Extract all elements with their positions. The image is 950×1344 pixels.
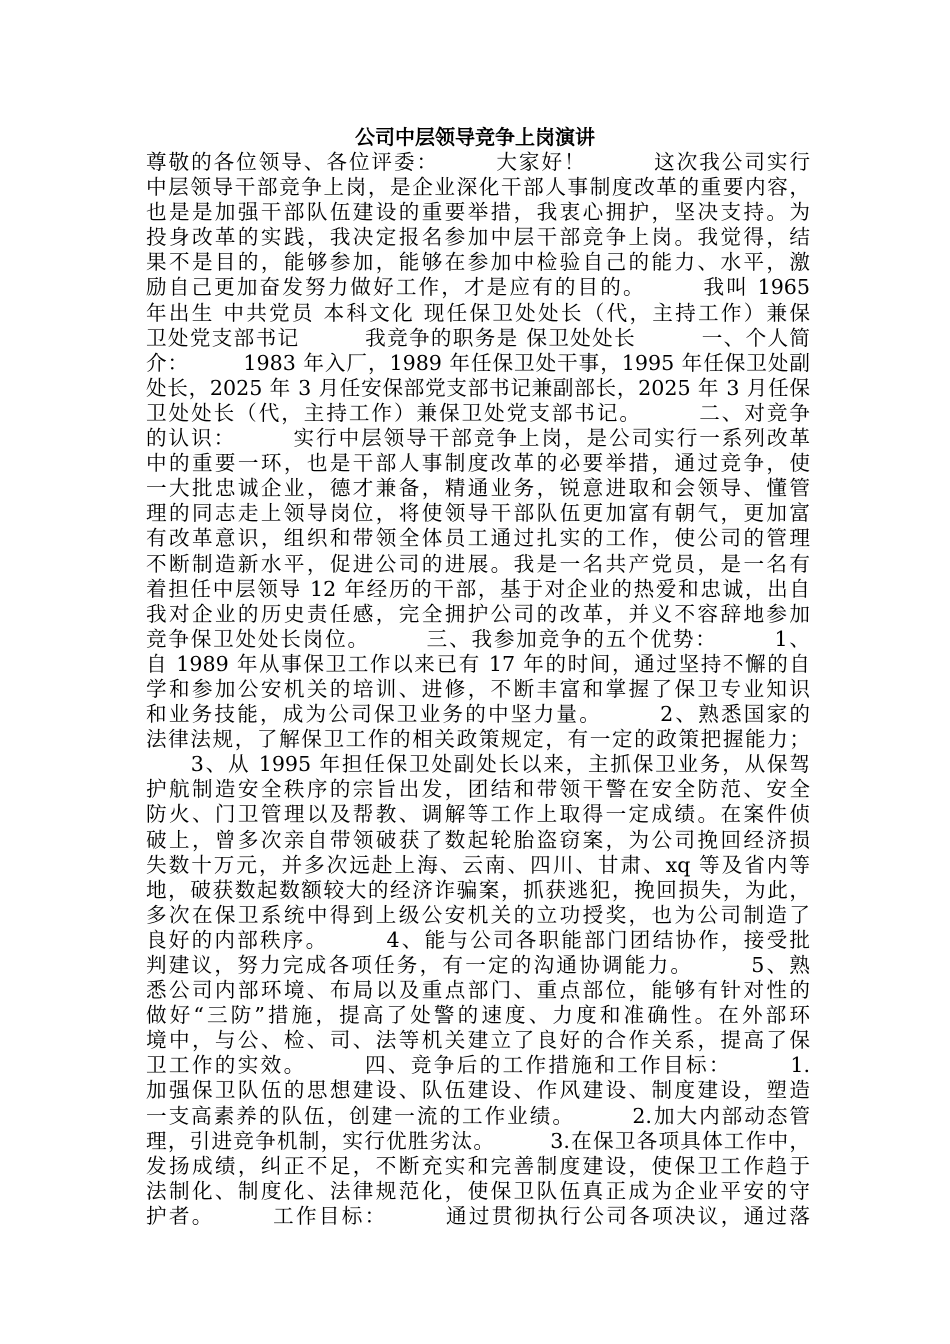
body-line: 一大批忠诚企业，德才兼备，精通业务，锐意进取和会领导、懂管 (146, 476, 810, 501)
body-line: 处长，2025 年 3 月任安保部党支部书记兼副部长，2025 年 3 月任保 (146, 375, 810, 400)
body-line: 果不是目的，能够参加，能够在参加中检验自己的能力、水平，激 (146, 250, 810, 275)
body-line: 年出生 中共党员 本科文化 现任保卫处处长（代，主持工作）兼保 (146, 300, 810, 325)
body-line: 悉公司内部环境、布局以及重点部门、重点部位，能够有针对性的 (146, 978, 810, 1003)
body-line: 投身改革的实践，我决定报名参加中层干部竞争上岗。我觉得，结 (146, 225, 810, 250)
body-line: 尊敬的各位领导、各位评委： 大家好！ 这次我公司实行 (146, 150, 810, 174)
body-line: 防火、门卫管理以及帮教、调解等工作上取得一定成绩。在案件侦 (146, 802, 810, 827)
body-line: 中层领导干部竞争上岗，是企业深化干部人事制度改革的重要内容， (146, 175, 810, 200)
body-line: 法律法规，了解保卫工作的相关政策规定，有一定的政策把握能力； (146, 727, 810, 752)
body-line: 加强保卫队伍的思想建设、队伍建设、作风建设、制度建设，塑造 (146, 1078, 810, 1103)
body-line: 和业务技能，成为公司保卫业务的中坚力量。 2、熟悉国家的 (146, 702, 810, 727)
body-line: 卫处处长（代，主持工作）兼保卫处党支部书记。 二、对竞争 (146, 400, 810, 425)
document-title: 公司中层领导竞争上岗演讲 (355, 125, 595, 149)
body-line: 理，引进竞争机制，实行优胜劣汰。 3.在保卫各项具体工作中， (146, 1128, 810, 1153)
body-line: 法制化、制度化、法律规范化，使保卫队伍真正成为企业平安的守 (146, 1178, 810, 1203)
body-line: 竞争保卫处处长岗位。 三、我参加竞争的五个优势： 1、 (146, 626, 810, 651)
body-line: 有改革意识，组织和带领全体员工通过扎实的工作，使公司的管理 (146, 526, 810, 551)
body-line: 良好的内部秩序。 4、能与公司各职能部门团结协作，接受批 (146, 927, 810, 952)
body-line: 介： 1983 年入厂，1989 年任保卫处干事，1995 年任保卫处副 (146, 350, 810, 375)
body-line: 着担任中层领导 12 年经历的干部，基于对企业的热爱和忠诚，出自 (146, 576, 810, 601)
body-line: 中的重要一环，也是干部人事制度改革的必要举措，通过竞争，使 (146, 451, 810, 476)
body-line: 失数十万元，并多次远赴上海、云南、四川、甘肃、xq 等及省内等 (146, 852, 810, 877)
body-line: 护者。 工作目标： 通过贯彻执行公司各项决议，通过落 (146, 1203, 810, 1228)
body-line: 的认识： 实行中层领导干部竞争上岗，是公司实行一系列改革 (146, 426, 810, 451)
body-line: 一支高素养的队伍，创建一流的工作业绩。 2.加大内部动态管 (146, 1103, 810, 1128)
body-line: 做好“三防”措施，提高了处警的速度、力度和准确性。在外部环 (146, 1003, 810, 1028)
body-line: 不断制造新水平，促进公司的进展。我是一名共产党员，是一名有 (146, 551, 810, 576)
body-line: 卫工作的实效。 四、竞争后的工作措施和工作目标： 1. (146, 1053, 810, 1078)
body-line: 地，破获数起数额较大的经济诈骗案，抓获逃犯，挽回损失，为此， (146, 877, 810, 902)
body-line: 判建议，努力完成各项任务，有一定的沟通协调能力。 5、熟 (146, 953, 810, 977)
body-line: 多次在保卫系统中得到上级公安机关的立功授奖，也为公司制造了 (146, 902, 810, 927)
body-line: 自 1989 年从事保卫工作以来已有 17 年的时间，通过坚持不懈的自 (146, 651, 810, 676)
body-line: 学和参加公安机关的培训、进修，不断丰富和掌握了保卫专业知识 (146, 676, 810, 701)
body-line: 励自己更加奋发努力做好工作，才是应有的目的。 我叫 1965 (146, 275, 810, 300)
body-line: 我对企业的历史责任感，完全拥护公司的改革，并义不容辞地参加 (146, 601, 810, 626)
body-line: 3、从 1995 年担任保卫处副处长以来，主抓保卫业务，从保驾 (146, 752, 810, 777)
document-body (146, 150, 810, 1229)
body-line: 也是是加强干部队伍建设的重要举措，我衷心拥护，坚决支持。为 (146, 200, 810, 225)
body-line: 护航制造安全秩序的宗旨出发，团结和带领干警在安全防范、安全 (146, 777, 810, 802)
body-line: 破上，曾多次亲自带领破获了数起轮胎盗窃案，为公司挽回经济损 (146, 827, 810, 852)
body-line: 发扬成绩，纠正不足，不断充实和完善制度建设，使保卫工作趋于 (146, 1153, 810, 1178)
body-line: 卫处党支部书记 我竞争的职务是 保卫处处长 一、个人简 (146, 325, 810, 350)
body-line: 境中，与公、检、司、法等机关建立了良好的合作关系，提高了保 (146, 1028, 810, 1053)
body-line: 理的同志走上领导岗位，将使领导干部队伍更加富有朝气，更加富 (146, 501, 810, 526)
